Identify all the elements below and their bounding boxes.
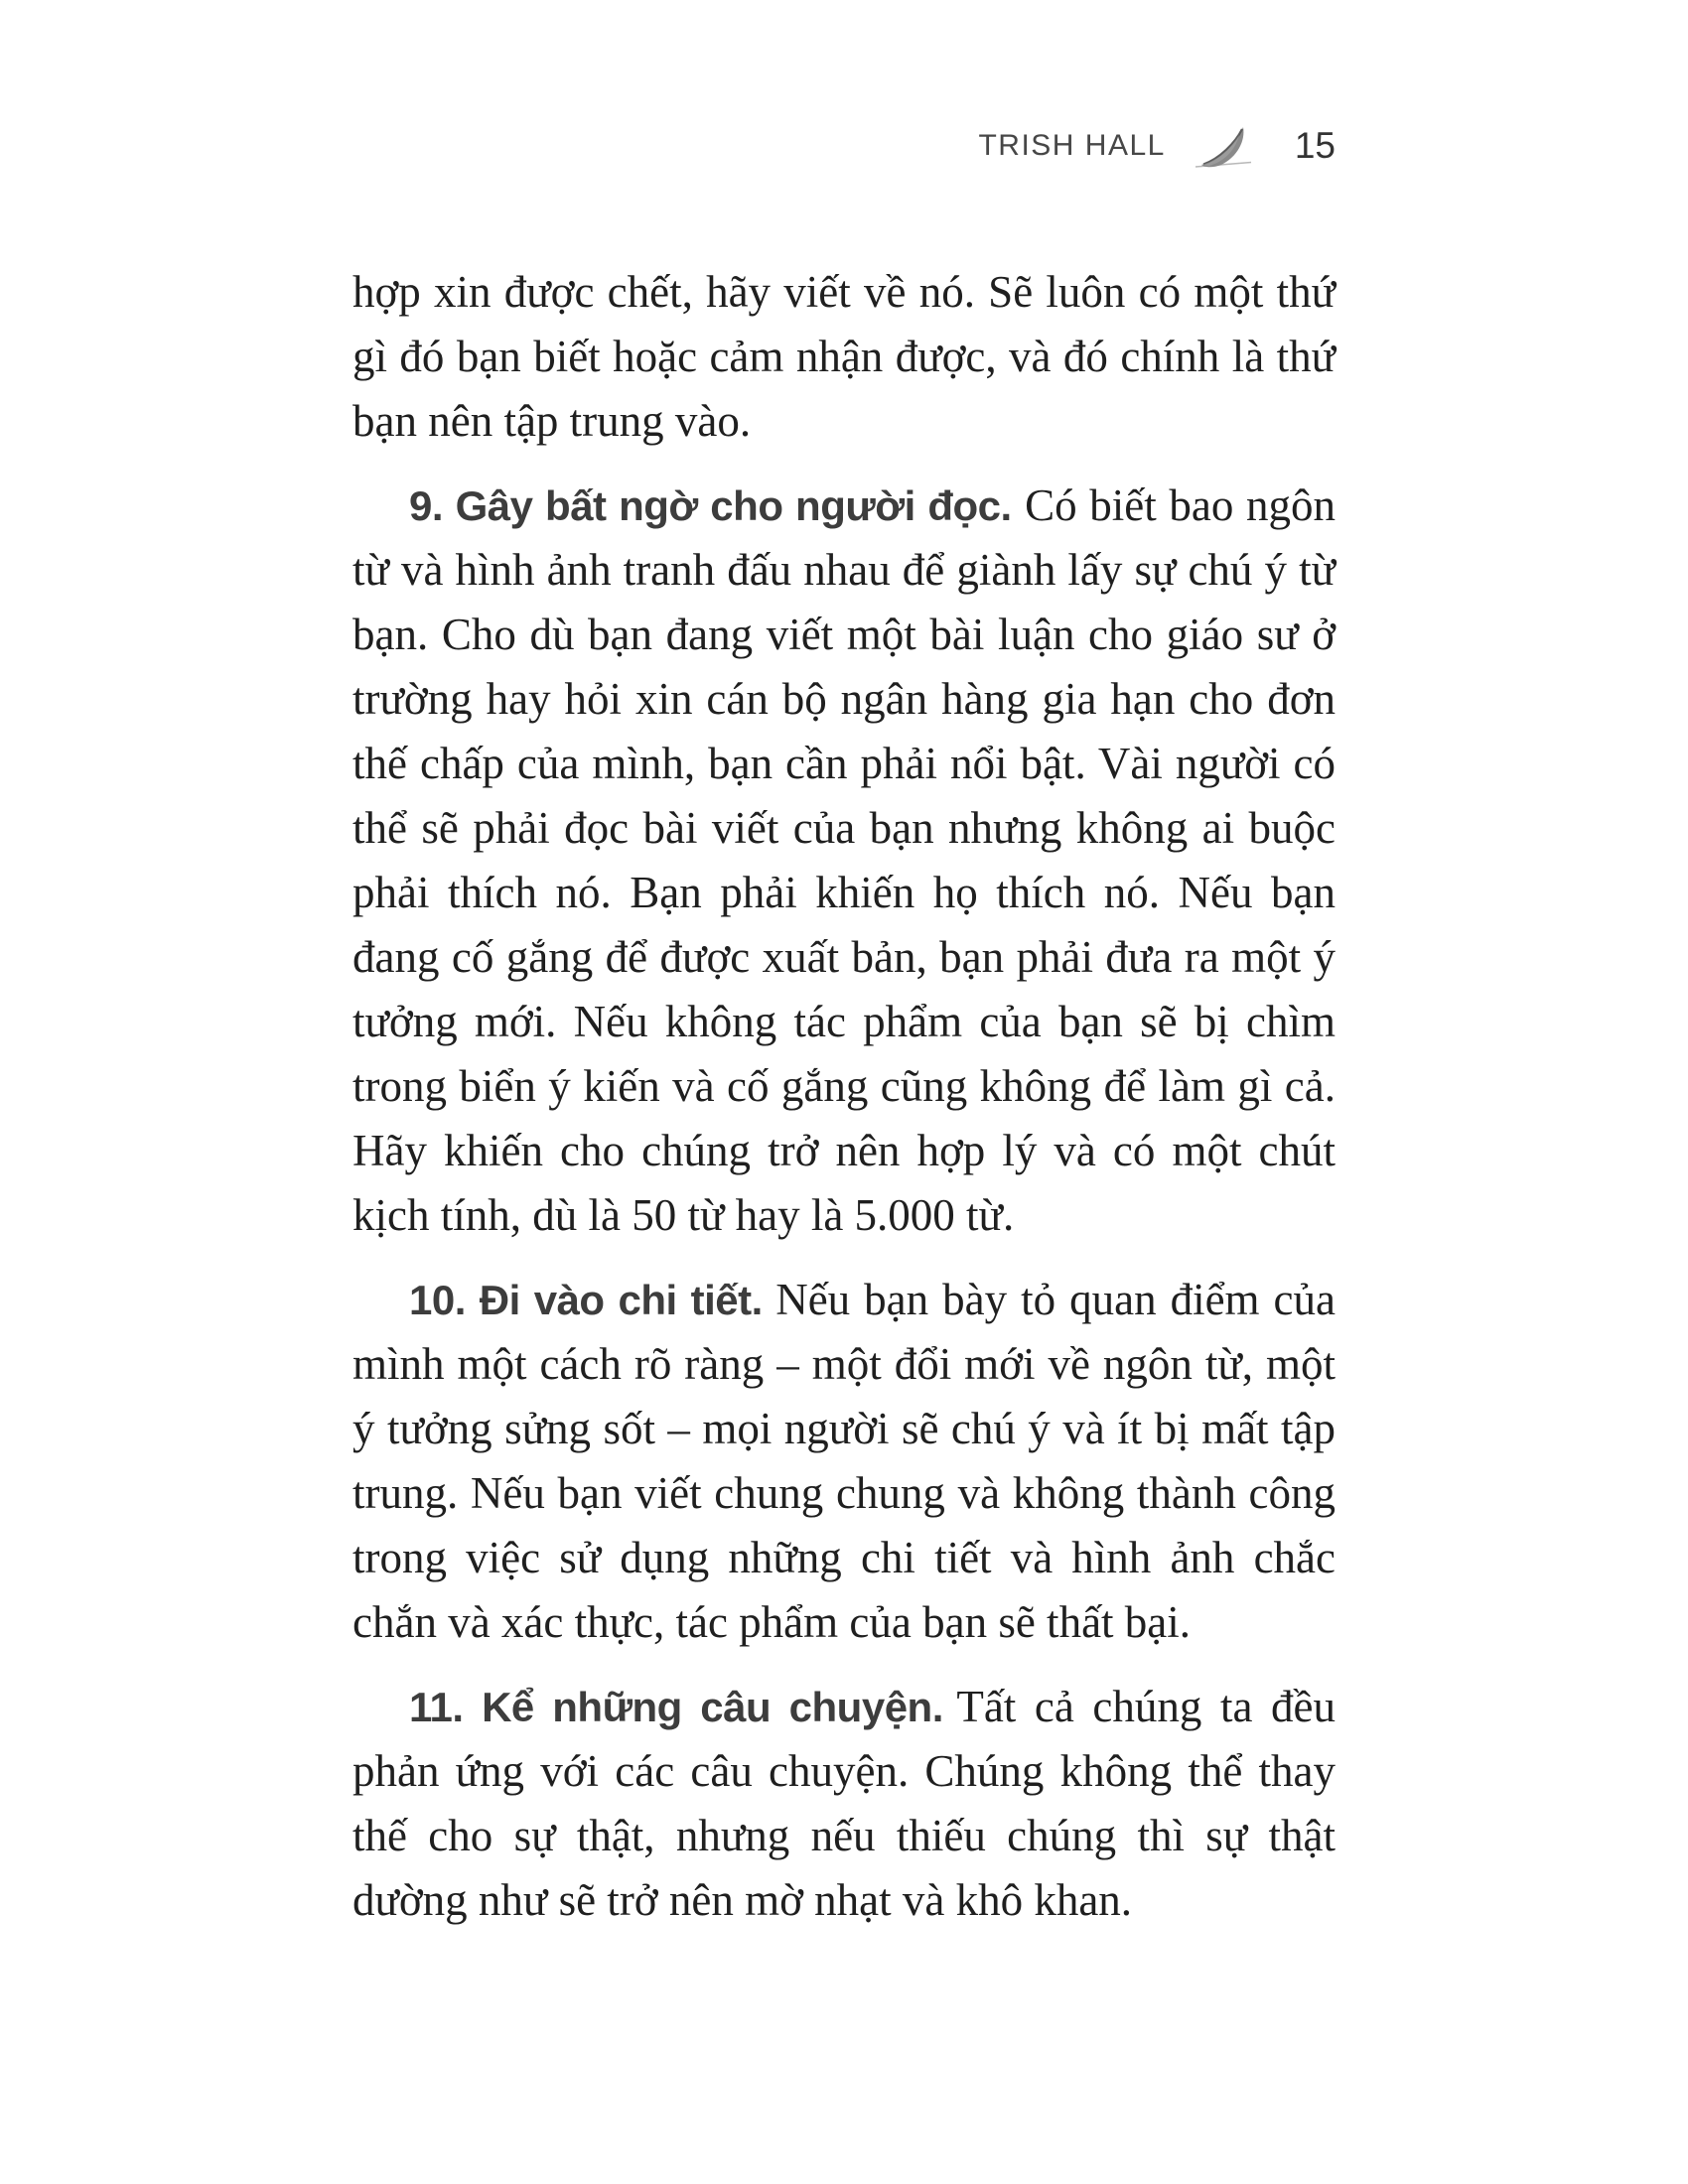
paragraph-heading: 9. Gây bất ngờ cho người đọc. <box>409 482 1012 529</box>
paragraph-text: Có biết bao ngôn từ và hình ảnh tranh đấu nhau để giành lấy sự chú ý từ bạn. Cho dù bạn đang viết một bài luận cho giáo sư ở trường hay hỏi xin cán bộ ngân hàng gia hạn cho đơn thế chấp của mình, bạn cần phải nổi bật. Vài người có thể sẽ phải đọc bài viết của bạn nhưng không ai buộc phải thích nó. Bạn phải khiến họ thích nó. Nếu bạn đang cố gắng để được xuất bản, bạn phải đưa ra một ý tưởng mới. Nếu không tác phẩm của bạn sẽ bị chìm trong biển ý kiến và cố gắng cũng không để làm gì cả. Hãy khiến cho chúng trở nên hợp lý và có một chút kịch tính, dù là 50 từ hay là 5.000 từ. <box>352 480 1336 1240</box>
paragraph-text: Tất cả chúng ta đều phản ứng với các câu chuyện. Chúng không thể thay thế cho sự thật, nhưng nếu thiếu chúng thì sự thật dường như sẽ trở nên mờ nhạt và khô khan. <box>352 1682 1336 1925</box>
book-title: TRISH HALL <box>978 129 1166 162</box>
paragraph-9 <box>352 474 1336 1248</box>
paragraph-continuation <box>352 260 1336 454</box>
paragraph-10 <box>352 1268 1336 1655</box>
text-column <box>352 260 1336 1933</box>
quill-feather-icon <box>1192 125 1255 173</box>
running-header <box>0 125 1336 167</box>
paragraph-heading: 11. Kể những câu chuyện. <box>409 1684 943 1730</box>
paragraph-11 <box>352 1675 1336 1933</box>
paragraph-heading: 10. Đi vào chi tiết. <box>409 1277 763 1323</box>
paragraph-text: Nếu bạn bày tỏ quan điểm của mình một cách rõ ràng – một đổi mới về ngôn từ, một ý tưởng sửng sốt – mọi người sẽ chú ý và ít bị mất tập trung. Nếu bạn viết chung chung và không thành công trong việc sử dụng những chi tiết và hình ảnh chắc chắn và xác thực, tác phẩm của bạn sẽ thất bại. <box>352 1275 1336 1647</box>
page-number: 15 <box>1294 125 1336 166</box>
paragraph-text: hợp xin được chết, hãy viết về nó. Sẽ luôn có một thứ gì đó bạn biết hoặc cảm nhận được, và đó chính là thứ bạn nên tập trung vào. <box>352 267 1336 446</box>
